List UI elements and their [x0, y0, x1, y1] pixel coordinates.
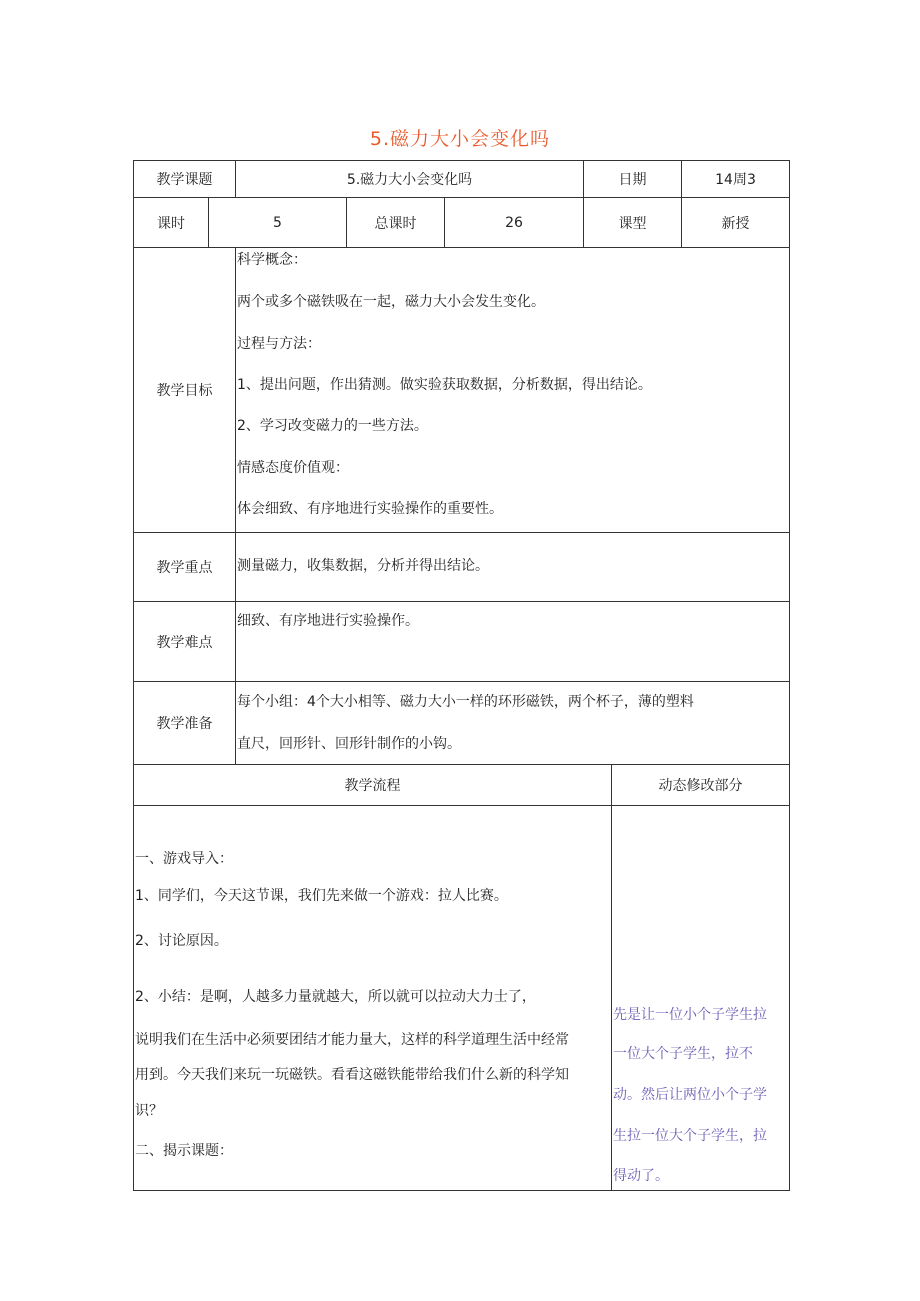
course-value: 5.磁力大小会变化吗	[346, 172, 473, 188]
process-line: 识？	[135, 1103, 163, 1119]
teaching-process-header: 教学流程	[344, 778, 401, 794]
process-line: 2、小结：是啊，人越多力量就越大，所以就可以拉动大力士了，	[135, 989, 536, 1005]
document-title: 5.磁力大小会变化吗	[369, 128, 551, 150]
lesson-label: 课时	[157, 215, 185, 232]
col-divider	[235, 247, 236, 765]
lesson-value: 5	[273, 214, 282, 231]
process-line: 二、揭示课题：	[135, 1143, 233, 1159]
row-divider	[133, 805, 790, 806]
objectives-line: 科学概念：	[237, 252, 307, 268]
objectives-label: 教学目标	[156, 383, 213, 399]
col-divider	[611, 764, 612, 1191]
lesson-type-label: 课型	[618, 215, 647, 232]
key-points-label: 教学重点	[156, 560, 213, 576]
total-lessons-value: 26	[505, 214, 523, 231]
preparation-label: 教学准备	[156, 716, 213, 732]
process-line: 用到。今天我们来玩一玩磁铁。看看这磁铁能带给我们什么新的科学知	[135, 1067, 569, 1083]
key-points-text: 测量磁力，收集数据，分析并得出结论。	[237, 558, 489, 574]
difficulties-label: 教学难点	[156, 634, 213, 651]
process-line: 2、讨论原因。	[135, 933, 228, 949]
modification-note-line: 动。然后让两位小个子学	[613, 1087, 767, 1103]
modification-note-line: 一位大个子学生，拉不	[613, 1046, 753, 1062]
process-line: 一、游戏导入：	[135, 851, 233, 867]
process-line: 1、同学们，今天这节课，我们先来做一个游戏：拉人比赛。	[135, 888, 508, 904]
date-label: 日期	[618, 172, 647, 188]
difficulties-text: 细致、有序地进行实验操作。	[237, 613, 419, 629]
table-border-bottom	[133, 1190, 790, 1191]
total-lessons-label: 总课时	[374, 215, 417, 232]
modification-note-line: 先是让一位小个子学生拉	[613, 1007, 767, 1023]
lesson-type-value: 新授	[721, 215, 750, 232]
dynamic-modification-header: 动态修改部分	[658, 778, 743, 794]
modification-note-line: 得动了。	[613, 1168, 669, 1184]
modification-note-line: 生拉一位大个子学生，拉	[613, 1128, 767, 1144]
objectives-line: 2、学习改变磁力的一些方法。	[237, 418, 428, 434]
objectives-line: 过程与方法：	[237, 336, 321, 352]
objectives-line: 情感态度价值观：	[237, 460, 349, 476]
preparation-line: 每个小组：4个大小相等、磁力大小一样的环形磁铁，两个杯子，薄的塑料	[237, 694, 694, 710]
date-value: 14周3	[715, 172, 756, 188]
preparation-line: 直尺，回形针、回形针制作的小钩。	[237, 736, 461, 752]
objectives-line: 两个或多个磁铁吸在一起，磁力大小会发生变化。	[237, 294, 545, 310]
course-label: 教学课题	[156, 172, 213, 188]
objectives-line: 体会细致、有序地进行实验操作的重要性。	[237, 501, 503, 517]
objectives-line: 1、提出问题，作出猜测。做实验获取数据，分析数据，得出结论。	[237, 377, 652, 393]
table-border-right	[789, 160, 790, 1191]
process-line: 说明我们在生活中必须要团结才能力量大，这样的科学道理生活中经常	[135, 1032, 569, 1048]
